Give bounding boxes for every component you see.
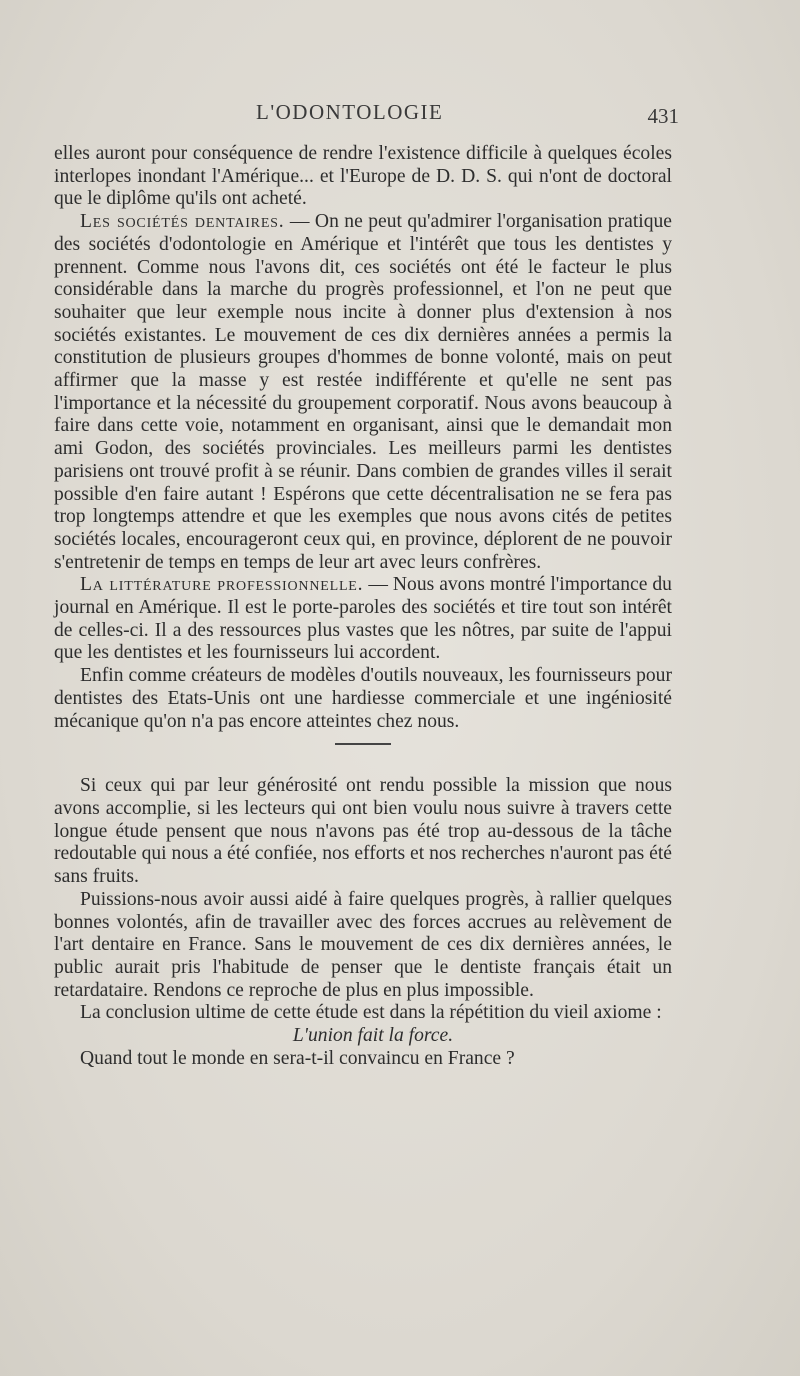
- section-heading-societes: Les sociétés dentaires.: [80, 211, 285, 233]
- axiom: L'union fait la force.: [292, 1025, 454, 1047]
- paragraph-societes: [54, 211, 672, 574]
- paragraph-1: elles auront pour conséquence de rendre l'existence difficile à quelques écoles interlopes inondant l'Amérique... et l'Europe de D. D. S. qui n'ont de doctoral que le diplôme qu'ils ont acheté.: [54, 143, 672, 210]
- paragraph-conclusion-3: La conclusion ultime de cette étude est dans la répétition du vieil axiome :: [80, 1002, 662, 1024]
- running-title: L'ODONTOLOGIE: [256, 100, 444, 124]
- section-heading-litterature: La littérature professionnelle.: [80, 574, 364, 596]
- paragraph-conclusion-2: Puissions-nous avoir aussi aidé à faire quelques progrès, à rallier quelques bonnes volontés, afin de travailler avec des forces accrues au relèvement de l'art dentaire en France. Sans le mouvement de ces dix dernières années, le public aurait pris l'habitude de penser que le dentiste français était un retardataire. Rendons ce reproche de plus en plus impossible.: [54, 888, 672, 1001]
- page-header: [56, 100, 679, 136]
- paragraph-litterature: [54, 574, 672, 665]
- separator-rule: [335, 743, 391, 745]
- closing-question: Quand tout le monde en sera-t-il convaincu en France ?: [80, 1047, 515, 1069]
- paragraph-conclusion-1: Si ceux qui par leur générosité ont rendu possible la mission que nous avons accomplie, si les lecteurs qui ont bien voulu nous suivre à travers cette longue étude pensent que nous n'avons pas été trop au-dessous de la tâche redoutable qui nous a été confiée, nos efforts et nos recherches n'auront pas été sans fruits.: [54, 775, 672, 888]
- paragraph-societes-text: — On ne peut qu'admirer l'organisation pratique des sociétés d'odontologie en Amérique et l'intérêt que tous les dentistes y prennent. Comme nous l'avons dit, ces sociétés ont été le facteur le plus considérable dans la marche du progrès professionnel, et l'on ne peut que souhaiter que leur exemple nous incite à donner plus d'extension à nos sociétés existantes. Le mouvement de ces dix dernières années a permis la constitution de plusieurs groupes d'hommes de bonne volonté, mais on peut affirmer que la masse y est restée indifférente et qu'elle ne sent pas l'importance et la nécessité du groupement corporatif. Nous avons beaucoup à faire dans cette voie, notamment en organisant, ainsi que le demandait mon ami Godon, des sociétés provinciales. Les meilleurs parmi les dentistes parisiens ont trouvé profit à se réunir. Dans combien de grandes villes il serait possible d'en faire autant ! Espérons que cette décentralisation ne se fera pas trop longtemps attendre et que les exemples que nous avons cités de petites sociétés locales, encourageront ceux qui, en province, déplorent de ne pouvoir s'entretenir de temps en temps de leur art avec leurs confrères.: [54, 211, 672, 573]
- page-number: 431: [647, 104, 679, 128]
- paragraph-fournisseurs: Enfin comme créateurs de modèles d'outils nouveaux, les fournisseurs pour dentistes des Etats-Unis ont une hardiesse commerciale et une ingéniosité mécanique qu'on n'a pas encore atteintes chez nous.: [54, 665, 672, 732]
- body-text: [54, 143, 672, 1070]
- paragraph-litterature-text: — Nous avons montré l'importance du journal en Amérique. Il est le porte-paroles des sociétés et tire tout son intérêt de celles-ci. Il a des ressources plus vastes que les nôtres, par suite de l'appui que les dentistes et les fournisseurs lui accordent.: [54, 574, 672, 664]
